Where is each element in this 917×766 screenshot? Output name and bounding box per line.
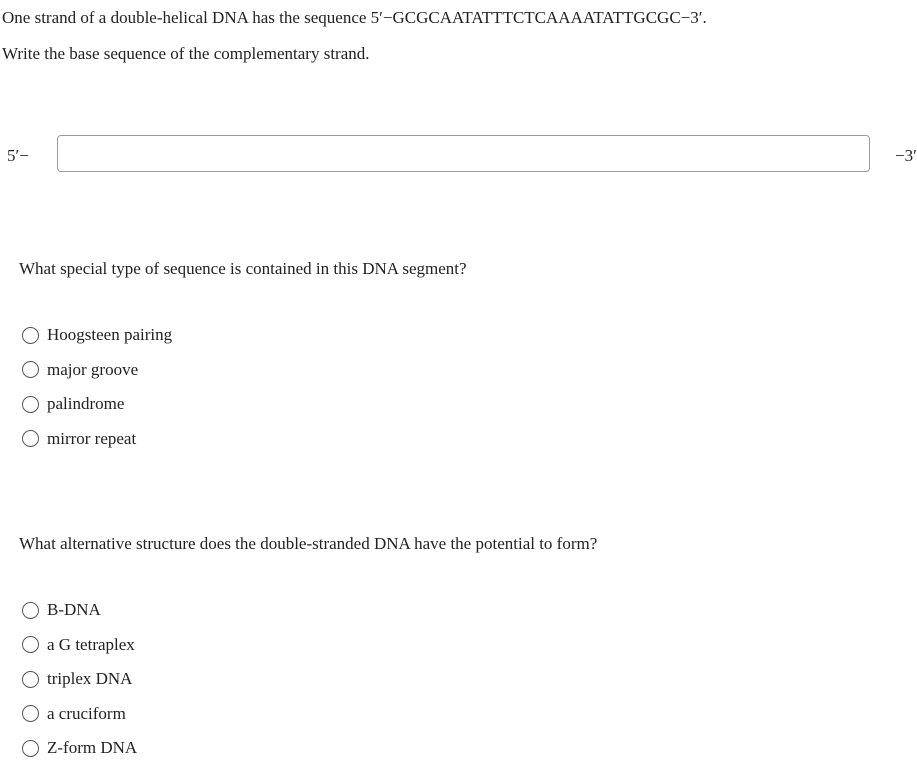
option-label: Z-form DNA — [47, 738, 138, 758]
strand-suffix-label: −3′ — [895, 146, 917, 165]
option-label: major groove — [47, 359, 139, 379]
option-mirror-repeat[interactable] — [22, 422, 172, 457]
option-hoogsteen-pairing[interactable] — [22, 318, 172, 353]
option-label: a cruciform — [47, 703, 126, 723]
radio-button[interactable] — [22, 671, 39, 688]
question-2-options — [22, 318, 172, 456]
radio-button[interactable] — [22, 636, 39, 653]
option-label: B-DNA — [47, 600, 101, 620]
option-label: Hoogsteen pairing — [47, 325, 173, 345]
radio-button[interactable] — [22, 327, 39, 344]
question-1-instruction: Write the base sequence of the complementary strand. — [2, 44, 370, 63]
radio-button[interactable] — [22, 396, 39, 413]
radio-button[interactable] — [22, 361, 39, 378]
radio-button[interactable] — [22, 705, 39, 722]
radio-button[interactable] — [22, 740, 39, 757]
option-cruciform[interactable] — [22, 697, 137, 732]
strand-prefix-label: 5′− — [7, 146, 29, 165]
option-major-groove[interactable] — [22, 353, 172, 388]
option-palindrome[interactable] — [22, 387, 172, 422]
complementary-strand-input[interactable] — [57, 135, 870, 172]
option-label: palindrome — [47, 394, 125, 414]
question-1-prompt: One strand of a double-helical DNA has the sequence 5′−GCGCAATATTTCTCAAAATATTGCGC−3′. — [2, 8, 707, 27]
option-g-tetraplex[interactable] — [22, 628, 137, 663]
question-2-prompt: What special type of sequence is contained in this DNA segment? — [19, 259, 467, 278]
option-label: mirror repeat — [47, 428, 137, 448]
question-3-prompt: What alternative structure does the double-stranded DNA have the potential to form? — [19, 534, 598, 553]
option-label: triplex DNA — [47, 669, 133, 689]
option-label: a G tetraplex — [47, 634, 135, 654]
option-z-form-dna[interactable] — [22, 731, 137, 766]
radio-button[interactable] — [22, 430, 39, 447]
option-b-dna[interactable] — [22, 593, 137, 628]
option-triplex-dna[interactable] — [22, 662, 137, 697]
question-3-options — [22, 593, 137, 766]
radio-button[interactable] — [22, 602, 39, 619]
